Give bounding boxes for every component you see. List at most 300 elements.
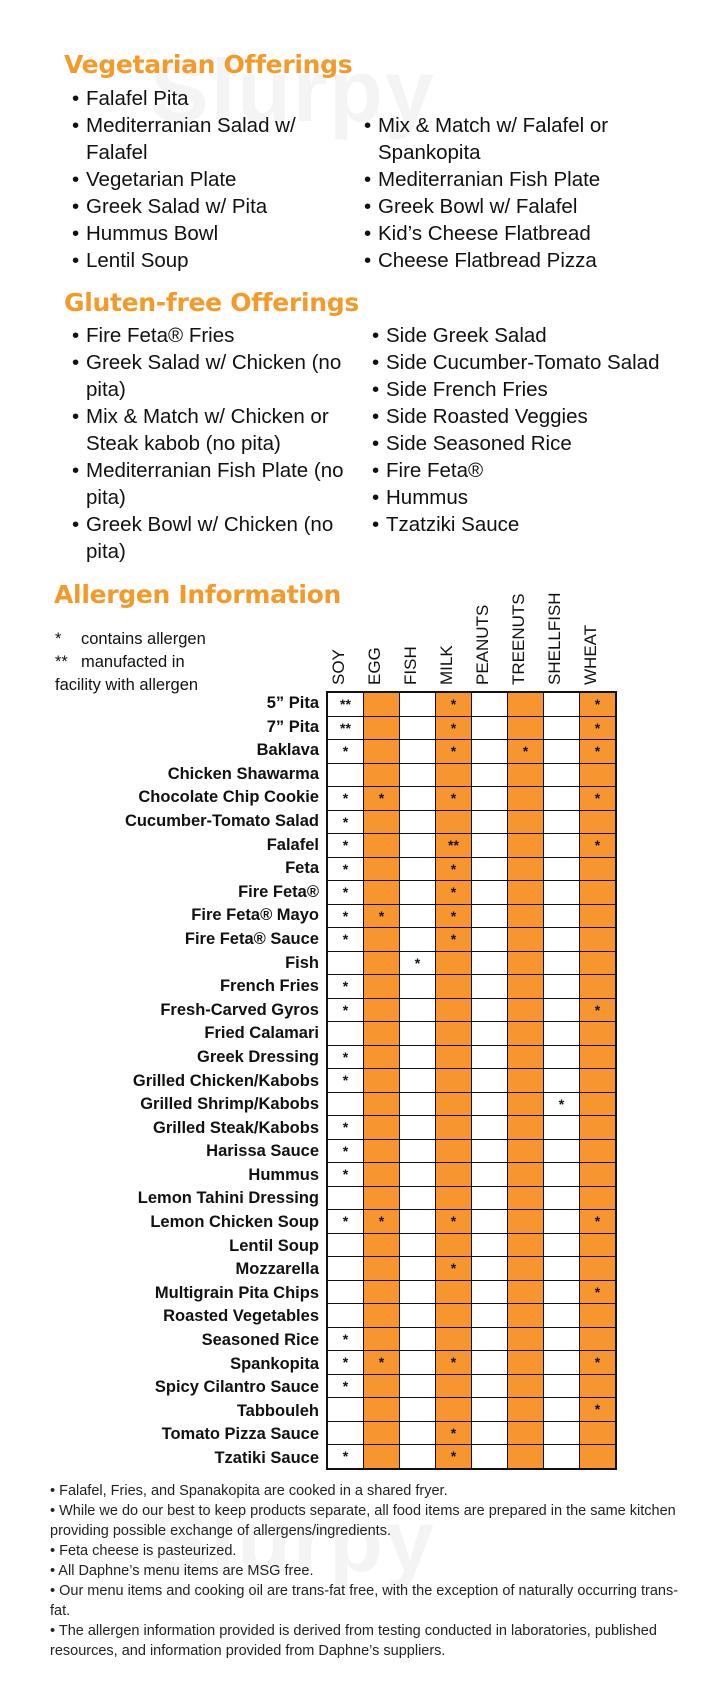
allergen-cell: * xyxy=(580,834,617,858)
allergen-cell xyxy=(400,692,436,716)
row-label: Grilled Steak/Kabobs xyxy=(153,1118,319,1137)
table-row xyxy=(327,1022,616,1046)
allergen-cell xyxy=(400,1280,436,1304)
allergen-cell: * xyxy=(580,1210,617,1234)
allergen-cell xyxy=(364,857,400,881)
footnotes xyxy=(50,1481,680,1661)
allergen-cell xyxy=(580,1186,617,1210)
bullet-icon: • xyxy=(72,168,80,191)
row-label: Spankopita xyxy=(230,1354,319,1373)
allergen-cell xyxy=(472,951,508,975)
allergen-cell xyxy=(364,1139,400,1163)
allergen-cell xyxy=(364,1022,400,1046)
allergen-cell xyxy=(544,1421,580,1445)
allergen-cell xyxy=(400,834,436,858)
allergen-cell: * xyxy=(327,810,364,834)
list-item-label: Side Seasoned Rice xyxy=(386,432,572,455)
allergen-cell: * xyxy=(544,1092,580,1116)
allergen-cell xyxy=(364,1163,400,1187)
row-label: Tomato Pizza Sauce xyxy=(161,1425,319,1444)
table-row xyxy=(327,904,616,928)
list-item-label: Mediterranian Fish Plate xyxy=(378,168,601,191)
allergen-cell xyxy=(400,1210,436,1234)
row-label: Tabbouleh xyxy=(236,1401,319,1420)
allergen-cell xyxy=(544,904,580,928)
list-item-label: Mediterranian Fish Plate (no pita) xyxy=(86,459,344,509)
allergen-cell: * xyxy=(580,740,617,764)
list-item xyxy=(364,112,694,166)
list-item-label: Greek Bowl w/ Falafel xyxy=(378,195,578,218)
table-row xyxy=(327,951,616,975)
allergen-cell xyxy=(364,740,400,764)
allergen-cell xyxy=(364,1421,400,1445)
allergen-cell xyxy=(436,1069,472,1093)
allergen-cell xyxy=(508,1327,544,1351)
allergen-cell xyxy=(508,1210,544,1234)
bullet-icon: • xyxy=(72,195,80,218)
allergen-cell xyxy=(544,1139,580,1163)
allergen-cell xyxy=(327,1280,364,1304)
bullet-icon: • xyxy=(72,459,80,482)
bullet-icon: • xyxy=(372,351,380,374)
allergen-cell xyxy=(327,1092,364,1116)
allergen-cell xyxy=(436,763,472,787)
column-header-label: FISH xyxy=(401,646,420,685)
allergen-cell: * xyxy=(436,1257,472,1281)
table-row xyxy=(327,1069,616,1093)
allergen-cell xyxy=(400,1163,436,1187)
allergen-cell: * xyxy=(436,1445,472,1469)
allergen-cell xyxy=(436,1398,472,1422)
vegetarian-list-left xyxy=(72,85,362,274)
allergen-cell xyxy=(364,1398,400,1422)
allergen-cell xyxy=(364,1116,400,1140)
allergen-cell xyxy=(400,1445,436,1469)
allergen-cell xyxy=(508,1421,544,1445)
list-item xyxy=(372,484,672,511)
table-row xyxy=(327,810,616,834)
allergen-cell xyxy=(508,1374,544,1398)
row-label: Grilled Chicken/Kabobs xyxy=(132,1071,319,1090)
allergen-cell: * xyxy=(364,787,400,811)
allergen-cell xyxy=(544,1304,580,1328)
allergen-cell xyxy=(364,975,400,999)
row-label: Grilled Shrimp/Kabobs xyxy=(140,1095,319,1114)
allergen-cell: * xyxy=(436,857,472,881)
allergen-cell: * xyxy=(327,904,364,928)
allergen-cell xyxy=(544,810,580,834)
allergen-cell: * xyxy=(364,904,400,928)
allergen-cell xyxy=(436,1374,472,1398)
bullet-icon: • xyxy=(372,432,380,455)
allergen-cell: ** xyxy=(327,716,364,740)
row-label: Baklava xyxy=(256,741,319,760)
allergen-cell xyxy=(400,1069,436,1093)
allergen-cell xyxy=(544,1327,580,1351)
row-label: French Fries xyxy=(219,977,319,996)
allergen-cell xyxy=(472,1421,508,1445)
column-header-label: WHEAT xyxy=(581,624,600,685)
allergen-cell: * xyxy=(580,692,617,716)
allergen-cell xyxy=(400,1092,436,1116)
allergen-cell xyxy=(544,1210,580,1234)
list-item xyxy=(72,85,362,112)
allergen-cell: * xyxy=(508,740,544,764)
allergen-cell: * xyxy=(364,1351,400,1375)
allergen-cell xyxy=(508,1069,544,1093)
allergen-cell xyxy=(327,763,364,787)
allergen-cell xyxy=(400,810,436,834)
table-row xyxy=(327,1139,616,1163)
column-header-fish xyxy=(399,585,435,685)
row-label: Hummus xyxy=(248,1165,319,1184)
row-label: Cucumber-Tomato Salad xyxy=(124,811,319,830)
allergen-cell xyxy=(508,1186,544,1210)
allergen-cell xyxy=(436,810,472,834)
allergen-cell xyxy=(436,1045,472,1069)
row-label: Lemon Tahini Dressing xyxy=(137,1189,319,1208)
list-item-label: Mix & Match w/ Chicken or Steak kabob (no pita) xyxy=(86,405,329,455)
allergen-cell xyxy=(580,763,617,787)
allergen-cell xyxy=(472,1233,508,1257)
vegetarian-heading: Vegetarian Offerings xyxy=(64,50,353,79)
allergen-cell xyxy=(544,1045,580,1069)
allergen-cell xyxy=(400,1116,436,1140)
column-header-label: MILK xyxy=(437,645,456,685)
table-row xyxy=(327,1374,616,1398)
allergen-cell xyxy=(544,1069,580,1093)
allergen-cell xyxy=(508,998,544,1022)
allergen-cell: * xyxy=(436,1210,472,1234)
table-row xyxy=(327,975,616,999)
allergen-cell: * xyxy=(327,1327,364,1351)
allergen-cell xyxy=(364,951,400,975)
allergen-cell xyxy=(364,1327,400,1351)
legend-symbol: ** xyxy=(55,653,68,671)
row-label: Fish xyxy=(285,953,319,972)
allergen-cell xyxy=(580,1022,617,1046)
allergen-cell: * xyxy=(327,857,364,881)
allergen-cell xyxy=(472,1092,508,1116)
allergen-cell xyxy=(436,1139,472,1163)
allergen-cell xyxy=(472,740,508,764)
allergen-cell xyxy=(580,1327,617,1351)
allergen-cell xyxy=(544,951,580,975)
allergen-cell xyxy=(364,834,400,858)
row-label: Falafel xyxy=(266,835,319,854)
allergen-cell xyxy=(472,1445,508,1469)
allergen-cell xyxy=(544,1163,580,1187)
row-label: Seasoned Rice xyxy=(201,1331,319,1350)
allergen-cell xyxy=(580,1092,617,1116)
list-item xyxy=(372,403,672,430)
allergen-cell xyxy=(580,810,617,834)
allergen-cell xyxy=(436,951,472,975)
allergen-cell xyxy=(400,1257,436,1281)
allergen-cell xyxy=(327,1398,364,1422)
row-label: Multigrain Pita Chips xyxy=(154,1283,319,1302)
bullet-icon: • xyxy=(372,486,380,509)
allergen-cell xyxy=(436,1233,472,1257)
footnote: • The allergen information provided is derived from testing conducted in laboratories, published resources, and information provided from Daphne’s suppliers. xyxy=(50,1623,657,1659)
allergen-cell xyxy=(327,1421,364,1445)
bullet-icon: • xyxy=(364,114,372,137)
list-item-label: Fire Feta® xyxy=(386,459,484,482)
allergen-cell xyxy=(327,951,364,975)
list-item-label: Side Roasted Veggies xyxy=(386,405,588,428)
column-header-shellfish xyxy=(543,585,579,685)
table-row xyxy=(327,928,616,952)
allergen-cell: * xyxy=(327,1351,364,1375)
allergen-cell xyxy=(508,1233,544,1257)
legend-text: contains allergen xyxy=(81,630,206,648)
allergen-cell xyxy=(400,998,436,1022)
row-label: Greek Dressing xyxy=(197,1047,319,1066)
row-label: Fresh-Carved Gyros xyxy=(160,1000,319,1019)
list-item xyxy=(72,349,362,403)
allergen-cell: * xyxy=(580,1398,617,1422)
footnote: • While we do our best to keep products separate, all food items are prepared in the same kitchen providing possible exchange of allergens/ingredients. xyxy=(50,1503,676,1539)
list-item-label: Side French Fries xyxy=(386,378,548,401)
allergen-cell: * xyxy=(327,1116,364,1140)
allergen-cell xyxy=(400,763,436,787)
allergen-cell xyxy=(400,1374,436,1398)
allergen-cell xyxy=(508,975,544,999)
allergen-cell xyxy=(472,1163,508,1187)
table-row xyxy=(327,1327,616,1351)
table-row xyxy=(327,763,616,787)
allergen-cell: * xyxy=(436,787,472,811)
list-item-label: Hummus xyxy=(386,486,469,509)
list-item-label: Side Greek Salad xyxy=(386,324,547,347)
table-row xyxy=(327,1398,616,1422)
allergen-cell: * xyxy=(580,787,617,811)
allergen-cell xyxy=(400,928,436,952)
allergen-cell xyxy=(580,1045,617,1069)
allergen-cell xyxy=(508,928,544,952)
footnote: • All Daphne’s menu items are MSG free. xyxy=(50,1563,314,1579)
allergen-cell xyxy=(544,1233,580,1257)
allergen-cell xyxy=(544,1022,580,1046)
allergen-cell: * xyxy=(327,1139,364,1163)
list-item-label: Lentil Soup xyxy=(86,249,189,272)
column-header-peanuts xyxy=(471,585,507,685)
list-item xyxy=(372,430,672,457)
list-item-label: Vegetarian Plate xyxy=(86,168,237,191)
allergen-cell xyxy=(364,1092,400,1116)
list-item xyxy=(364,193,694,220)
allergen-cell xyxy=(580,1163,617,1187)
allergen-cell xyxy=(508,810,544,834)
table-row xyxy=(327,1045,616,1069)
allergen-cell xyxy=(472,975,508,999)
allergen-cell: * xyxy=(436,904,472,928)
list-item xyxy=(72,511,362,565)
allergen-cell xyxy=(472,1210,508,1234)
allergen-cell xyxy=(544,881,580,905)
legend-text: manufacted in facility with allergen xyxy=(55,653,199,694)
list-item xyxy=(72,457,362,511)
allergen-cell xyxy=(580,1069,617,1093)
allergen-cell xyxy=(364,1374,400,1398)
allergen-cell xyxy=(400,1351,436,1375)
row-label: Lemon Chicken Soup xyxy=(150,1213,319,1232)
bullet-icon: • xyxy=(372,405,380,428)
list-item xyxy=(372,511,672,538)
allergen-cell xyxy=(472,1186,508,1210)
allergen-cell xyxy=(436,975,472,999)
allergen-cell xyxy=(580,928,617,952)
allergen-cell xyxy=(580,881,617,905)
row-label: Fire Feta® Mayo xyxy=(191,906,319,925)
allergen-cell xyxy=(544,998,580,1022)
allergen-cell: * xyxy=(436,740,472,764)
allergen-cell: * xyxy=(327,1445,364,1469)
table-row xyxy=(327,1421,616,1445)
allergen-cell: * xyxy=(327,834,364,858)
allergen-cell xyxy=(544,716,580,740)
allergen-cell: * xyxy=(327,881,364,905)
allergen-cell xyxy=(327,1233,364,1257)
allergen-cell: * xyxy=(327,787,364,811)
row-label: Feta xyxy=(285,859,319,878)
allergen-cell xyxy=(364,716,400,740)
allergen-cell xyxy=(472,928,508,952)
bullet-icon: • xyxy=(72,513,80,536)
allergen-cell xyxy=(544,1186,580,1210)
column-header-soy xyxy=(327,585,363,685)
column-header-egg xyxy=(363,585,399,685)
allergen-cell xyxy=(436,1116,472,1140)
table-row xyxy=(327,1186,616,1210)
row-label: Lentil Soup xyxy=(229,1236,319,1255)
column-header-label: SOY xyxy=(329,649,348,685)
allergen-cell xyxy=(472,998,508,1022)
table-row xyxy=(327,1351,616,1375)
row-label: 5” Pita xyxy=(266,694,319,712)
table-row xyxy=(327,692,616,716)
bullet-icon: • xyxy=(372,324,380,347)
legend-symbol: * xyxy=(55,630,62,648)
allergen-cell: * xyxy=(580,998,617,1022)
allergen-cell xyxy=(544,1351,580,1375)
allergen-table xyxy=(326,691,617,1470)
allergen-cell: ** xyxy=(327,692,364,716)
column-header-wheat xyxy=(579,585,615,685)
allergen-cell xyxy=(400,740,436,764)
allergen-cell xyxy=(436,1186,472,1210)
allergen-cell xyxy=(472,1280,508,1304)
column-header-treenuts xyxy=(507,585,543,685)
allergen-row-labels xyxy=(125,692,319,1471)
allergen-cell xyxy=(400,716,436,740)
allergen-cell xyxy=(508,1445,544,1469)
list-item xyxy=(72,403,362,457)
gluten-free-list-right xyxy=(372,322,672,538)
allergen-cell: * xyxy=(327,928,364,952)
allergen-cell xyxy=(544,1280,580,1304)
allergen-cell xyxy=(508,1022,544,1046)
allergen-cell xyxy=(472,763,508,787)
column-header-label: SHELLFISH xyxy=(545,592,564,685)
bullet-icon: • xyxy=(72,249,80,272)
list-item-label: Tzatziki Sauce xyxy=(386,513,520,536)
row-label: Harissa Sauce xyxy=(206,1142,319,1161)
list-item xyxy=(364,166,694,193)
bullet-icon: • xyxy=(364,222,372,245)
allergen-cell xyxy=(544,787,580,811)
table-row xyxy=(327,1233,616,1257)
allergen-cell xyxy=(364,1257,400,1281)
allergen-cell xyxy=(436,1163,472,1187)
allergen-cell xyxy=(544,1116,580,1140)
row-label: Fire Feta® Sauce xyxy=(184,929,319,948)
allergen-cell xyxy=(580,1374,617,1398)
allergen-cell xyxy=(544,1445,580,1469)
allergen-cell xyxy=(472,1139,508,1163)
table-row xyxy=(327,1163,616,1187)
allergen-legend xyxy=(55,628,235,697)
allergen-cell: * xyxy=(327,998,364,1022)
allergen-cell xyxy=(400,787,436,811)
list-item xyxy=(72,220,362,247)
table-row xyxy=(327,716,616,740)
allergen-cell xyxy=(472,1304,508,1328)
bullet-icon: • xyxy=(364,168,372,191)
row-label: Chocolate Chip Cookie xyxy=(138,788,319,807)
allergen-cell xyxy=(580,951,617,975)
allergen-cell xyxy=(364,1304,400,1328)
row-label: Roasted Vegetables xyxy=(163,1307,319,1326)
allergen-cell xyxy=(508,1116,544,1140)
table-row xyxy=(327,1280,616,1304)
allergen-cell xyxy=(364,881,400,905)
allergen-cell xyxy=(580,1233,617,1257)
allergen-cell xyxy=(400,1233,436,1257)
list-item xyxy=(372,376,672,403)
allergen-cell xyxy=(472,1398,508,1422)
gluten-free-list-left xyxy=(72,322,362,565)
table-row xyxy=(327,998,616,1022)
allergen-heading: Allergen Information xyxy=(54,580,342,609)
allergen-cell xyxy=(472,692,508,716)
list-item xyxy=(72,322,362,349)
list-item-label: Falafel Pita xyxy=(86,87,189,110)
legend-contains xyxy=(55,628,235,651)
allergen-cell xyxy=(472,857,508,881)
list-item-label: Kid’s Cheese Flatbread xyxy=(378,222,591,245)
allergen-cell xyxy=(580,857,617,881)
allergen-cell: * xyxy=(327,740,364,764)
column-header-label: EGG xyxy=(365,647,384,685)
column-header-label: PEANUTS xyxy=(473,604,492,685)
allergen-cell xyxy=(580,904,617,928)
allergen-cell xyxy=(364,810,400,834)
bullet-icon: • xyxy=(72,351,80,374)
allergen-cell xyxy=(472,1374,508,1398)
allergen-cell xyxy=(472,881,508,905)
bullet-icon: • xyxy=(72,222,80,245)
list-item xyxy=(372,457,672,484)
allergen-cell xyxy=(580,1421,617,1445)
list-item-label: Fire Feta® Fries xyxy=(86,324,235,347)
list-item-label: Mix & Match w/ Falafel or Spankopita xyxy=(378,114,609,164)
allergen-cell xyxy=(544,834,580,858)
bullet-icon: • xyxy=(72,114,80,137)
bullet-icon: • xyxy=(72,405,80,428)
allergen-cell xyxy=(508,904,544,928)
allergen-cell xyxy=(364,1233,400,1257)
